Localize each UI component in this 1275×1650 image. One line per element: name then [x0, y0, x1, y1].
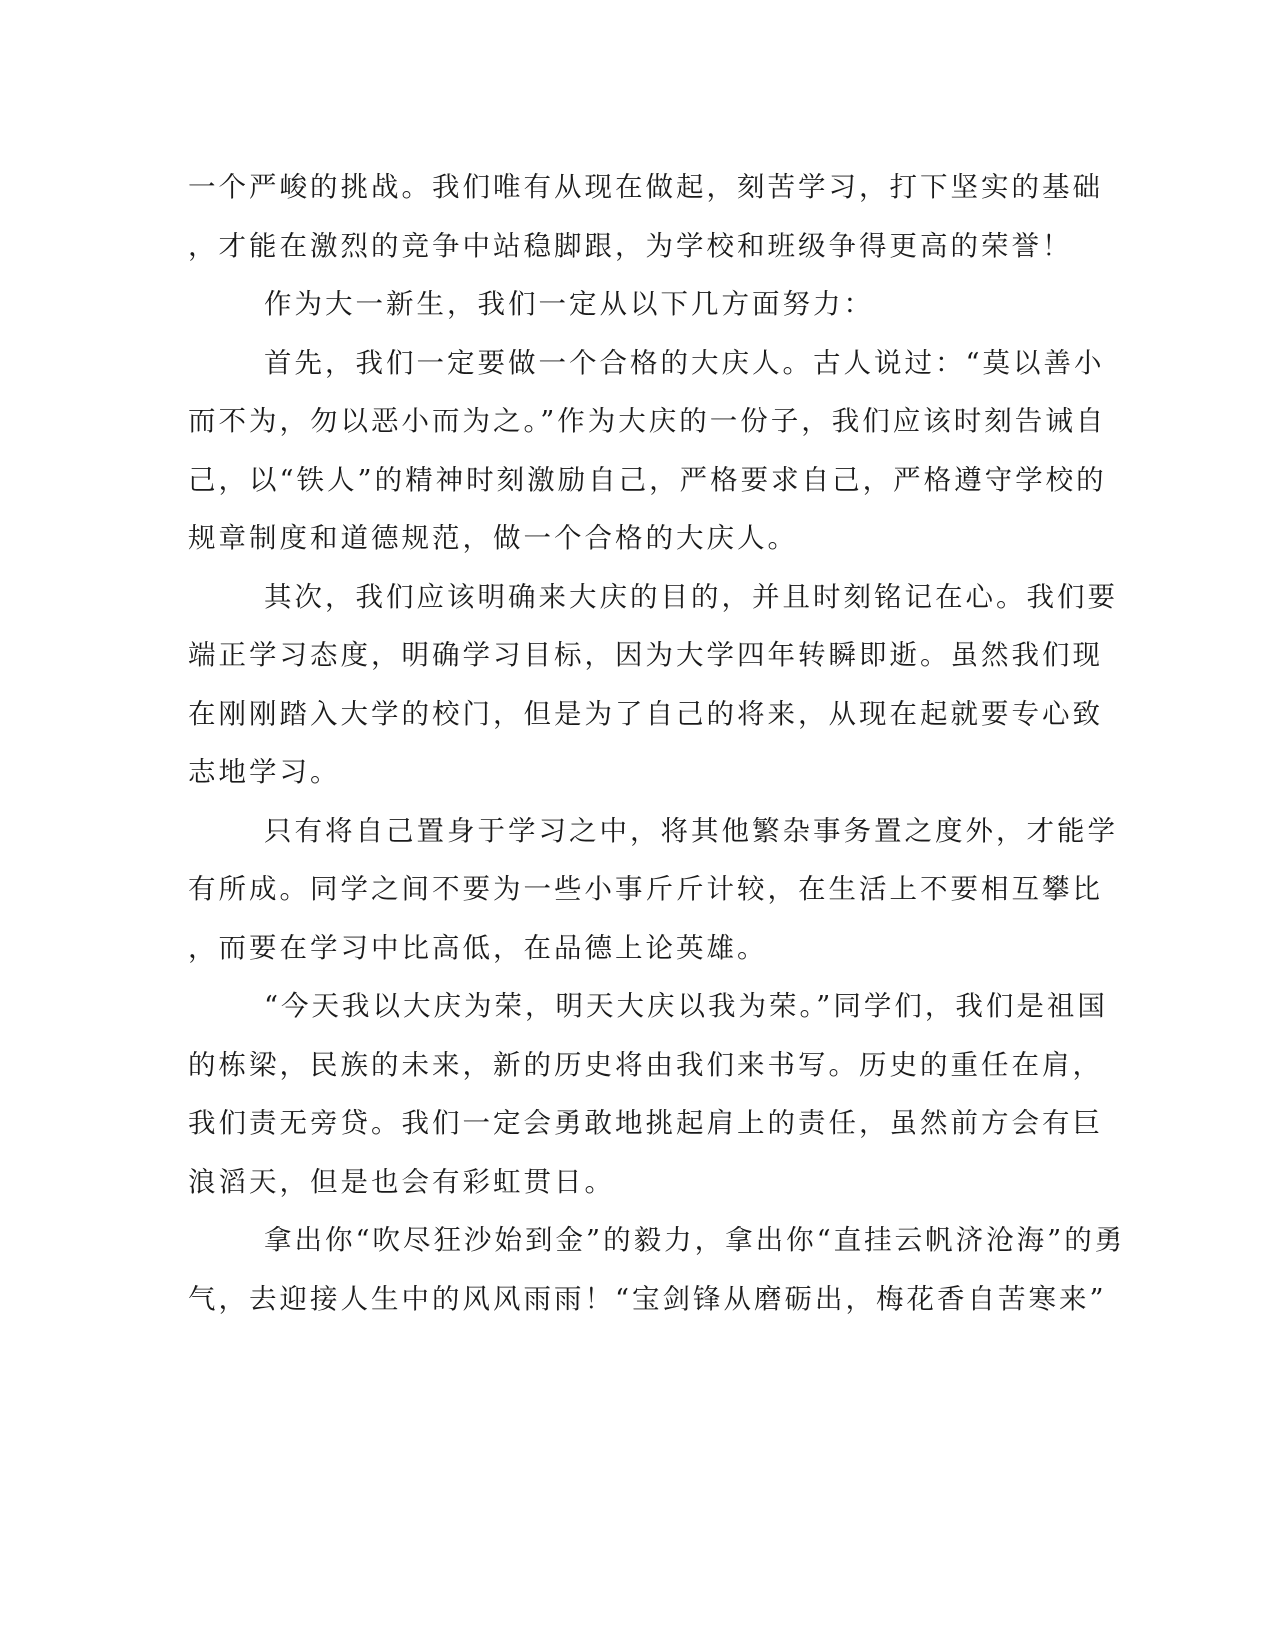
text-line: 我们责无旁贷。我们一定会勇敢地挑起肩上的责任，虽然前方会有巨: [188, 1107, 1103, 1139]
text-line: 气，去迎接人生中的风风雨雨！“宝剑锋从磨砺出，梅花香自苦寒来”: [188, 1282, 1107, 1315]
text-line: 的栋梁，民族的未来，新的历史将由我们来书写。历史的重任在肩，: [188, 1048, 1103, 1081]
paragraph-first-line: 只有将自己置身于学习之中，将其他繁杂事务置之度外，才能学: [264, 814, 1118, 847]
text-line: 而不为，勿以恶小而为之。”作为大庆的一份子，我们应该时刻告诫自: [188, 405, 1107, 437]
text-line: 志地学习。: [188, 756, 341, 788]
text-line: 在刚刚踏入大学的校门，但是为了自己的将来，从现在起就要专心致: [188, 697, 1103, 730]
text-line: 有所成。同学之间不要为一些小事斤斤计较，在生活上不要相互攀比: [188, 873, 1103, 905]
text-line: 己，以“铁人”的精神时刻激励自己，严格要求自己，严格遵守学校的: [188, 463, 1107, 496]
text-line: ，才能在激烈的竞争中站稳脚跟，为学校和班级争得更高的荣誉！: [188, 229, 1073, 262]
text-line: 一个严峻的挑战。我们唯有从现在做起，刻苦学习，打下坚实的基础: [188, 171, 1103, 203]
paragraph-first-line: “今天我以大庆为荣，明天大庆以我为荣。”同学们，我们是祖国: [264, 990, 1108, 1022]
paragraph-first-line: 拿出你“吹尽狂沙始到金”的毅力，拿出你“直挂云帆济沧海”的勇: [264, 1224, 1126, 1256]
text-line: ，而要在学习中比高低，在品德上论英雄。: [188, 931, 768, 964]
text-line: 规章制度和道德规范，做一个合格的大庆人。: [188, 522, 798, 554]
document-body: [188, 158, 1126, 1328]
paragraph-first-line: 作为大一新生，我们一定从以下几方面努力：: [264, 288, 874, 320]
text-line: 浪滔天，但是也会有彩虹贯日。: [188, 1165, 615, 1198]
paragraph-first-line: 首先，我们一定要做一个合格的大庆人。古人说过：“莫以善小: [264, 346, 1105, 379]
paragraph-first-line: 其次，我们应该明确来大庆的目的，并且时刻铭记在心。我们要: [264, 580, 1118, 613]
text-line: 端正学习态度，明确学习目标，因为大学四年转瞬即逝。虽然我们现: [188, 639, 1103, 671]
